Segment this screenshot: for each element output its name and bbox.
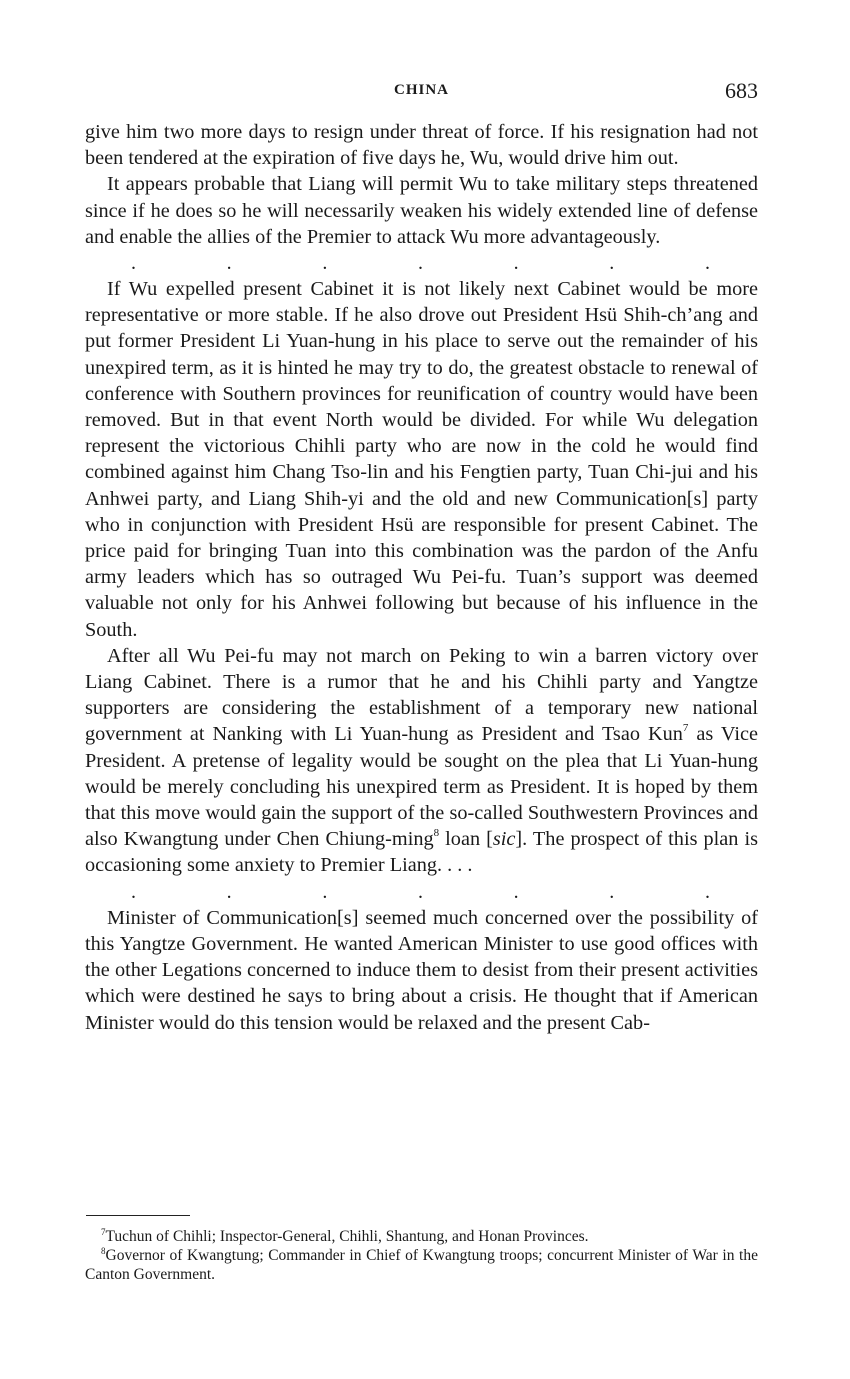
footnotes [85,1227,758,1284]
paragraph-text: loan [ [439,828,493,851]
omission-dot: . [417,880,423,903]
omission-dots [85,250,758,276]
page-header [85,78,758,108]
paragraph: Minister of Communication[s] seemed much concerned over the possibility of this Yangtze Government. He wanted American Minister to use good offices with the other Legations concerned to induce them to desist from their present activities which were destined he says to bring about a crisis. He thought that if American Minister would do this tension would be relaxed and the present Cab- [85,906,758,1034]
paragraph-text: After all Wu Pei-fu may not march on Peking to win a barren victory over Liang Cabinet. There is a rumor that he and his Chihli party and Yangtze supporters are considering the establishment of a temporary new national government at Nanking with Li Yuan-hung as President and Tsao Kun [85,644,758,746]
footnote [85,1246,758,1284]
omission-dot: . [131,252,136,275]
paragraph [85,643,758,879]
footnote-reference: 8 [433,827,440,840]
footnote-mark: 8 [101,1246,106,1256]
footnote-mark: 7 [101,1227,106,1237]
paragraph-continued: give him two more days to resign under threat of force. If his resignation had not been tendered at the expiration of five days he, Wu, would drive him out. [85,121,758,170]
omission-dot: . [322,252,328,275]
body-text [85,119,758,1036]
paragraph: If Wu expelled present Cabinet it is not likely next Cabinet would be more representative or more stable. If he also drove out President Hsü Shih-ch’ang and put former President Li Yuan-hung in his place to serve out the remainder of his unexpired term, as it is hinted he may try to do, the greatest obstacle to renewal of conference with Southern provinces for reunification of country would have been removed. But in that event North would be divided. For while Wu delegation represent the victorious Chihli party who are now in the cold he would find combined against him Chang Tso-lin and his Fengtien party, Tuan Chi-jui and his Anhwei party, and Liang Shih-yi and the old and new Communication[s] party who in conjunction with President Hsü are responsible for present Cabinet. The price paid for bringing Tuan into this combination was the pardon of the Anfu army leaders which has so outraged Wu Pei-fu. Tuan’s support was deemed valuable not only for his Anhwei following but because of his influence in the South. [85,278,758,641]
omission-dot: . [609,880,615,903]
omission-dot: . [131,880,136,903]
paragraph: It appears probable that Liang will permit Wu to take military steps threatened since if he does so he will necessarily weaken his widely extended line of defense and enable the allies of the Premier to attack Wu more advantageously. [85,173,758,248]
omission-dot: . [513,252,519,275]
paragraph-text: ]. The prospect of this plan is occasioning some anxiety to Premier Liang. . . . [85,828,759,877]
omission-dot: . [322,880,328,903]
omission-dot: . [704,252,710,275]
omission-dots [85,879,758,905]
omission-dot: . [609,252,615,275]
omission-dot: . [513,880,519,903]
paragraph-text: as Vice President. A pretense of legality would be sought on the plea that Li Yuan-hung would be merely concluding his unexpired term as President. It is hoped by them that this move would gain the support of the so-called Southwestern Provinces and also Kwangtung under Chen Chiung-ming [85,723,758,851]
footnote-reference: 7 [682,722,689,735]
footnote-divider [86,1215,190,1216]
page-number: 683 [725,78,758,103]
omission-dot: . [417,252,423,275]
sic-annotation: sic [492,828,516,851]
omission-dot: . [226,880,232,903]
footnote-text: Tuchun of Chihli; Inspector-General, Chihli, Shantung, and Honan Provinces. [105,1228,589,1245]
footnote [85,1227,758,1246]
omission-dot: . [226,252,232,275]
omission-dot: . [704,880,710,903]
footnote-text: Governor of Kwangtung; Commander in Chief of Kwangtung troops; concurrent Minister of War in the Canton Government. [85,1247,758,1283]
running-title: CHINA [393,82,449,98]
